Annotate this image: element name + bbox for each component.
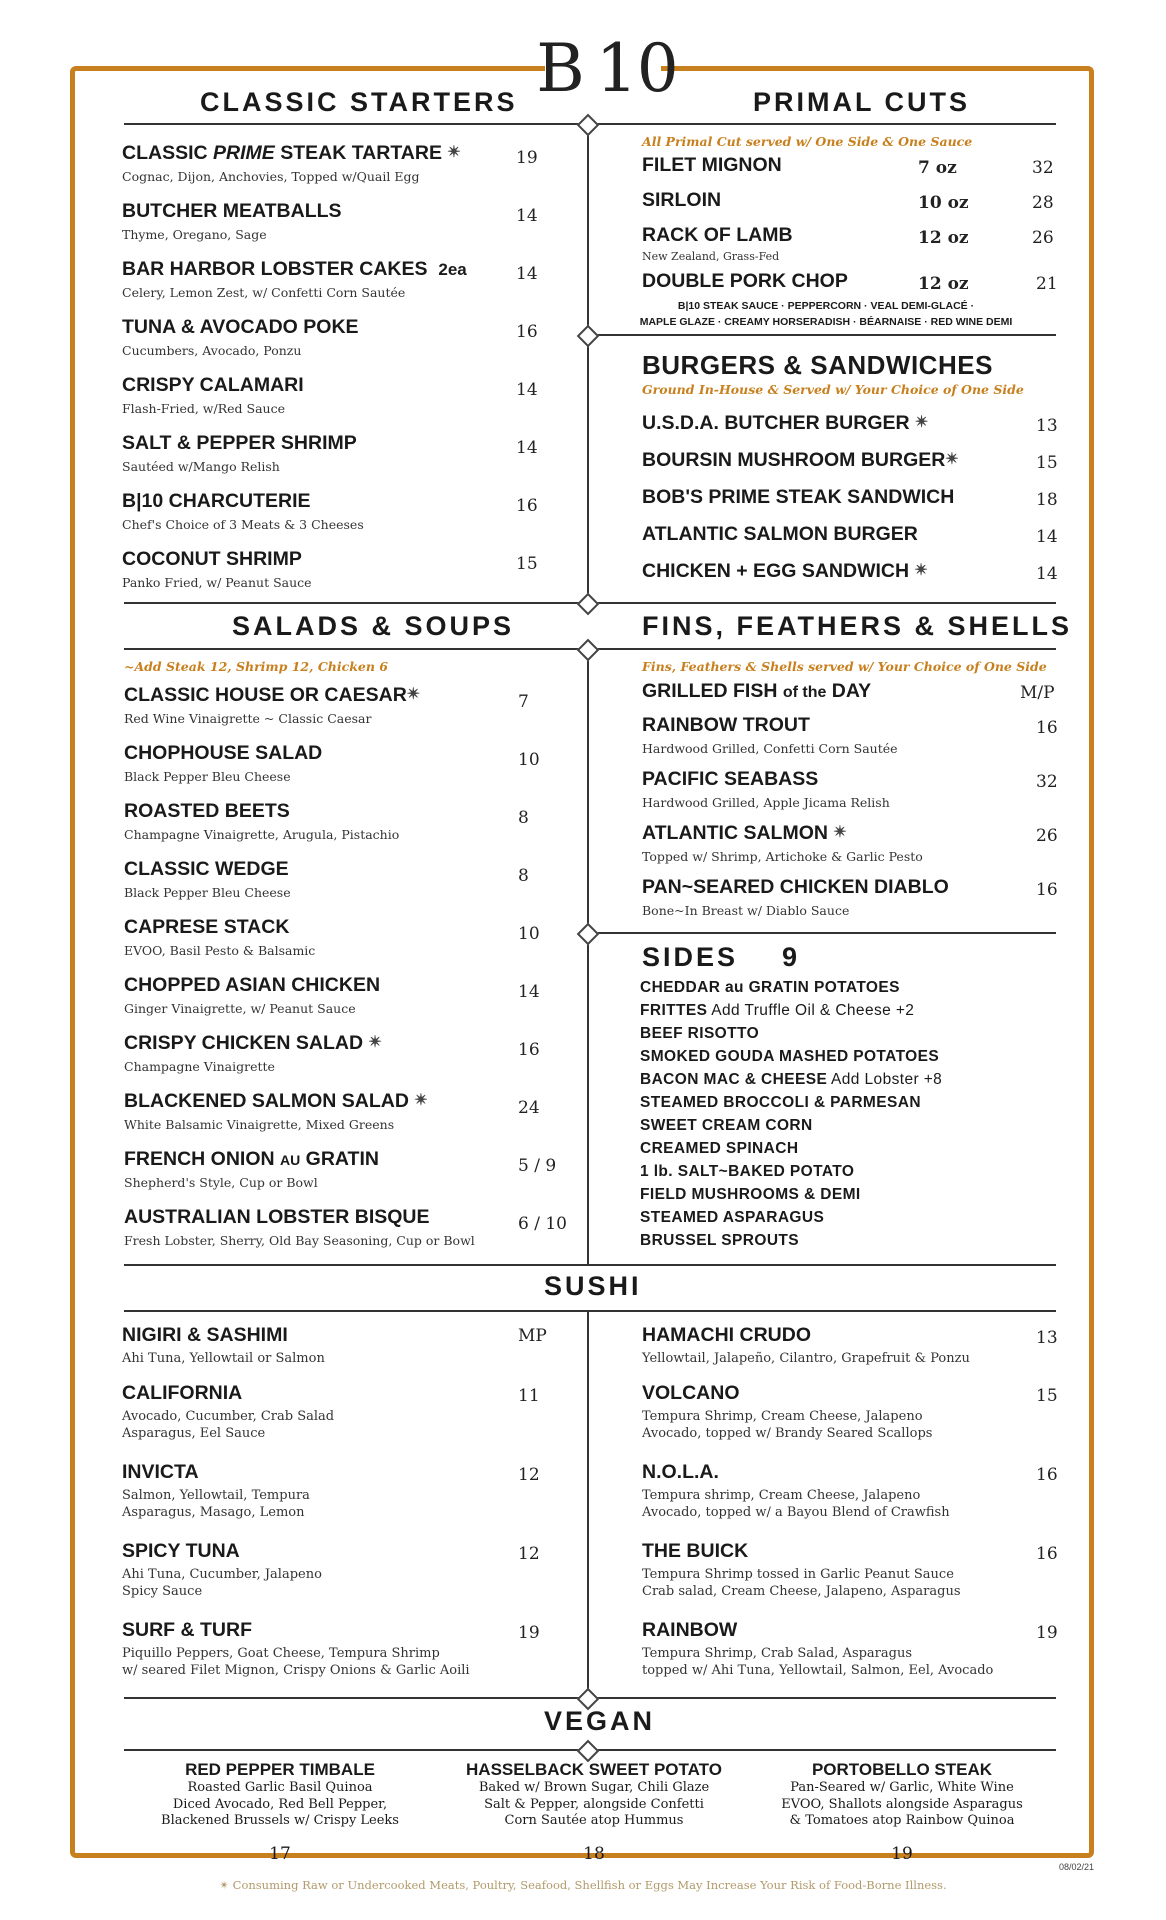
menu-item-salmon-burger: ATLANTIC SALMON BURGER — [642, 523, 918, 545]
star-icon: ✴ — [914, 562, 928, 579]
price: 13 — [1036, 416, 1058, 436]
sides-list — [640, 976, 942, 1252]
star-icon: ✴ — [833, 824, 847, 841]
logo-b: B — [536, 29, 584, 107]
primal-note: All Primal Cut served w/ One Side & One Sauce — [642, 134, 973, 149]
price: MP — [518, 1326, 547, 1346]
price: 18 — [583, 1843, 605, 1864]
price: 16 — [516, 322, 538, 342]
section-title-classic-starters: CLASSIC STARTERS — [200, 87, 518, 117]
price: 14 — [516, 206, 538, 226]
menu-item-rainbow-trout: RAINBOW TROUT Hardwood Grilled, Confetti Corn Sautée — [642, 714, 898, 756]
cut-size: 12 oz — [918, 274, 969, 294]
menu-item-chophouse-salad: CHOPHOUSE SALAD Black Pepper Bleu Cheese — [124, 742, 323, 784]
b10-logo — [536, 26, 678, 110]
star-icon: ✴ — [406, 686, 421, 703]
side-item: BEEF RISOTTO — [640, 1025, 760, 1042]
menu-item-butcher-meatballs: BUTCHER MEATBALLS Thyme, Oregano, Sage — [122, 200, 342, 242]
menu-date: 08/02/21 — [1058, 1862, 1094, 1872]
price: 12 — [518, 1544, 540, 1564]
menu-item-charcuterie: B|10 CHARCUTERIE Chef's Choice of 3 Meats & 3 Cheeses — [122, 490, 364, 532]
section-title-sides: SIDES — [642, 942, 739, 972]
burgers-note: Ground In-House & Served w/ Your Choice of One Side — [642, 382, 1024, 397]
price: 16 — [516, 496, 538, 516]
price: 10 — [518, 750, 540, 770]
price: 14 — [516, 264, 538, 284]
sushi-item-rainbow: RAINBOW Tempura Shrimp, Crab Salad, Asparagus topped w/ Ahi Tuna, Yellowtail, Salmon, Eel, Avocado — [642, 1619, 994, 1678]
price: 8 — [518, 866, 529, 886]
menu-item-grilled-fish: GRILLED FISH of the DAY — [642, 680, 872, 702]
side-item: BACON MAC & CHEESE Add Lobster +8 — [640, 1071, 943, 1088]
menu-item-crispy-chicken-salad: CRISPY CHICKEN SALAD ✴ Champagne Vinaigrette — [124, 1032, 382, 1074]
section-title-primal-cuts: PRIMAL CUTS — [753, 87, 971, 117]
menu-item-chicken-egg-sandwich: CHICKEN + EGG SANDWICH ✴ — [642, 560, 928, 582]
menu-item-chopped-asian-chicken: CHOPPED ASIAN CHICKEN Ginger Vinaigrette, w/ Peanut Sauce — [124, 974, 381, 1016]
price: 15 — [1036, 453, 1058, 473]
vegan-item-red-pepper-timbale: RED PEPPER TIMBALE Roasted Garlic Basil Quinoa Diced Avocado, Red Bell Pepper, Blackened Brussels w/ Crispy Leeks 17 — [120, 1760, 440, 1864]
price: 16 — [518, 1040, 540, 1060]
menu-item-pacific-seabass: PACIFIC SEABASS Hardwood Grilled, Apple Jicama Relish — [642, 768, 890, 810]
sushi-item-volcano: VOLCANO Tempura Shrimp, Cream Cheese, Jalapeno Avocado, topped w/ Brandy Seared Scallops — [642, 1382, 933, 1441]
menu-item-chicken-diablo: PAN~SEARED CHICKEN DIABLO Bone~In Breast w/ Diablo Sauce — [642, 876, 949, 918]
side-item: SMOKED GOUDA MASHED POTATOES — [640, 1048, 940, 1065]
section-title-vegan: VEGAN — [544, 1706, 656, 1736]
menu-item-classic-wedge: CLASSIC WEDGE Black Pepper Bleu Cheese — [124, 858, 291, 900]
side-item: STEAMED ASPARAGUS — [640, 1209, 825, 1226]
side-item: CREAMED SPINACH — [640, 1140, 799, 1157]
menu-item-lobster-cakes: BAR HARBOR LOBSTER CAKES 2ea Celery, Lemon Zest, w/ Confetti Corn Sautée — [122, 258, 467, 300]
menu-item-butcher-burger: U.S.D.A. BUTCHER BURGER ✴ — [642, 412, 929, 434]
star-icon: ✴ — [368, 1034, 382, 1051]
sushi-item-hamachi-crudo: HAMACHI CRUDO Yellowtail, Jalapeño, Cilantro, Grapefruit & Ponzu — [642, 1324, 970, 1366]
star-icon: ✴ — [414, 1092, 428, 1109]
price: 11 — [518, 1386, 540, 1406]
fins-note: Fins, Feathers & Shells served w/ Your Choice of One Side — [642, 659, 1047, 674]
menu-item-caprese-stack: CAPRESE STACK EVOO, Basil Pesto & Balsamic — [124, 916, 316, 958]
section-title-burgers: BURGERS & SANDWICHES — [642, 350, 993, 380]
sushi-item-surf-turf: SURF & TURF Piquillo Peppers, Goat Cheese, Tempura Shrimp w/ seared Filet Mignon, Crispy Onions & Garlic Aoili — [122, 1619, 470, 1678]
price: 32 — [1032, 158, 1054, 178]
price: 14 — [516, 438, 538, 458]
price: 6 / 10 — [518, 1214, 567, 1234]
price: 14 — [518, 982, 540, 1002]
star-icon: ✴ — [915, 414, 929, 431]
salads-note: ~Add Steak 12, Shrimp 12, Chicken 6 — [124, 659, 388, 674]
price: 12 — [518, 1465, 540, 1485]
price: 28 — [1032, 193, 1054, 213]
price: 13 — [1036, 1328, 1058, 1348]
price: M/P — [1020, 683, 1055, 703]
menu-item-house-caesar: CLASSIC HOUSE OR CAESAR✴ Red Wine Vinaigrette ~ Classic Caesar — [124, 684, 421, 726]
sushi-item-invicta: INVICTA Salmon, Yellowtail, Tempura Asparagus, Masago, Lemon — [122, 1461, 310, 1520]
price: 26 — [1032, 228, 1054, 248]
star-icon: ✴ — [447, 144, 461, 161]
menu-item-crispy-calamari: CRISPY CALAMARI Flash-Fried, w/Red Sauce — [122, 374, 304, 416]
price: 32 — [1036, 772, 1058, 792]
sides-price: 9 — [782, 942, 801, 972]
side-item: BRUSSEL SPROUTS — [640, 1232, 800, 1249]
price: 15 — [1036, 1386, 1058, 1406]
menu-item-tuna-poke: TUNA & AVOCADO POKE Cucumbers, Avocado, Ponzu — [122, 316, 359, 358]
logo-10: 10 — [595, 29, 678, 107]
vegan-item-hasselback-sweet-potato: HASSELBACK SWEET POTATO Baked w/ Brown Sugar, Chili Glaze Salt & Pepper, alongside Confetti Corn Sautée atop Hummus 18 — [434, 1760, 754, 1864]
menu-item-rack-of-lamb: RACK OF LAMB New Zealand, Grass-Fed — [642, 224, 793, 263]
price: 16 — [1036, 880, 1058, 900]
price: 26 — [1036, 826, 1058, 846]
divider-vertical-sushi — [587, 1310, 589, 1698]
section-title-sushi: SUSHI — [544, 1271, 642, 1301]
vegan-item-portobello-steak: PORTOBELLO STEAK Pan-Seared w/ Garlic, White Wine EVOO, Shallots alongside Asparagus & Tomatoes atop Rainbow Quinoa 19 — [742, 1760, 1062, 1864]
side-item: CHEDDAR au GRATIN POTATOES — [640, 979, 900, 996]
price: 14 — [1036, 527, 1058, 547]
price: 18 — [1036, 490, 1058, 510]
sushi-item-california: CALIFORNIA Avocado, Cucumber, Crab Salad Asparagus, Eel Sauce — [122, 1382, 335, 1441]
side-item: SWEET CREAM CORN — [640, 1117, 813, 1134]
price: 16 — [1036, 1465, 1058, 1485]
cut-size: 10 oz — [918, 193, 969, 213]
menu-item-lobster-bisque: AUSTRALIAN LOBSTER BISQUE Fresh Lobster, Sherry, Old Bay Seasoning, Cup or Bowl — [124, 1206, 475, 1248]
menu-item-double-pork-chop: DOUBLE PORK CHOP — [642, 270, 848, 292]
price: 21 — [1036, 274, 1058, 294]
menu-item-french-onion: FRENCH ONION AU GRATIN Shepherd's Style, Cup or Bowl — [124, 1148, 379, 1190]
price: 19 — [891, 1843, 913, 1864]
price: 5 / 9 — [518, 1156, 557, 1176]
menu-item-coconut-shrimp: COCONUT SHRIMP Panko Fried, w/ Peanut Sauce — [122, 548, 312, 590]
price: 19 — [1036, 1623, 1058, 1643]
price: 8 — [518, 808, 529, 828]
menu-item-steak-sandwich: BOB'S PRIME STEAK SANDWICH — [642, 486, 955, 508]
menu-item-salt-pepper-shrimp: SALT & PEPPER SHRIMP Sautéed w/Mango Relish — [122, 432, 357, 474]
side-item: STEAMED BROCCOLI & PARMESAN — [640, 1094, 921, 1111]
price: 15 — [516, 554, 538, 574]
cut-size: 7 oz — [918, 158, 957, 178]
price: 16 — [1036, 1544, 1058, 1564]
section-title-fins-feathers-shells: FINS, FEATHERS & SHELLS — [642, 611, 1073, 641]
menu-item-sirloin: SIRLOIN — [642, 189, 722, 211]
price: 7 — [518, 692, 529, 712]
menu-item-steak-tartare: CLASSIC PRIME STEAK TARTARE ✴ Cognac, Dijon, Anchovies, Topped w/Quail Egg — [122, 142, 461, 184]
price: 19 — [518, 1623, 540, 1643]
divider-vertical-top — [587, 122, 589, 602]
sushi-item-nigiri: NIGIRI & SASHIMI Ahi Tuna, Yellowtail or Salmon — [122, 1324, 325, 1366]
menu-item-filet-mignon: FILET MIGNON — [642, 154, 782, 176]
menu-item-blackened-salmon-salad: BLACKENED SALMON SALAD ✴ White Balsamic Vinaigrette, Mixed Greens — [124, 1090, 428, 1132]
sauce-list: B|10 STEAK SAUCE · PEPPERCORN · VEAL DEMI-GLACÉ · MAPLE GLAZE · CREAMY HORSERADISH · BÉARNAISE · RED WINE DEMI — [639, 300, 1013, 328]
price: 14 — [1036, 564, 1058, 584]
sushi-item-the-buick: THE BUICK Tempura Shrimp tossed in Garlic Peanut Sauce Crab salad, Cream Cheese, Jalapeno, Asparagus — [642, 1540, 961, 1599]
side-item: 1 lb. SALT~BAKED POTATO — [640, 1163, 855, 1180]
price: 10 — [518, 924, 540, 944]
menu-item-boursin-burger: BOURSIN MUSHROOM BURGER✴ — [642, 449, 959, 471]
cut-size: 12 oz — [918, 228, 969, 248]
menu-item-atlantic-salmon: ATLANTIC SALMON ✴ Topped w/ Shrimp, Artichoke & Garlic Pesto — [642, 822, 923, 864]
price: 14 — [516, 380, 538, 400]
price: 24 — [518, 1098, 540, 1118]
section-title-salads-soups: SALADS & SOUPS — [232, 611, 515, 641]
side-item: FIELD MUSHROOMS & DEMI — [640, 1186, 861, 1203]
sushi-item-spicy-tuna: SPICY TUNA Ahi Tuna, Cucumber, Jalapeno Spicy Sauce — [122, 1540, 322, 1599]
food-safety-disclaimer: ✴ Consuming Raw or Undercooked Meats, Poultry, Seafood, Shellfish or Eggs May Increase Your Risk of Food-Borne Illness. — [219, 1878, 947, 1892]
side-item: FRITTES Add Truffle Oil & Cheese +2 — [640, 1002, 915, 1019]
price: 17 — [269, 1843, 291, 1864]
star-icon: ✴ — [945, 451, 959, 468]
price: 19 — [516, 148, 538, 168]
price: 16 — [1036, 718, 1058, 738]
sushi-item-nola: N.O.L.A. Tempura shrimp, Cream Cheese, Jalapeno Avocado, topped w/ a Bayou Blend of Crawfish — [642, 1461, 950, 1520]
divider-vertical-middle — [587, 648, 589, 1264]
menu-item-roasted-beets: ROASTED BEETS Champagne Vinaigrette, Arugula, Pistachio — [124, 800, 400, 842]
